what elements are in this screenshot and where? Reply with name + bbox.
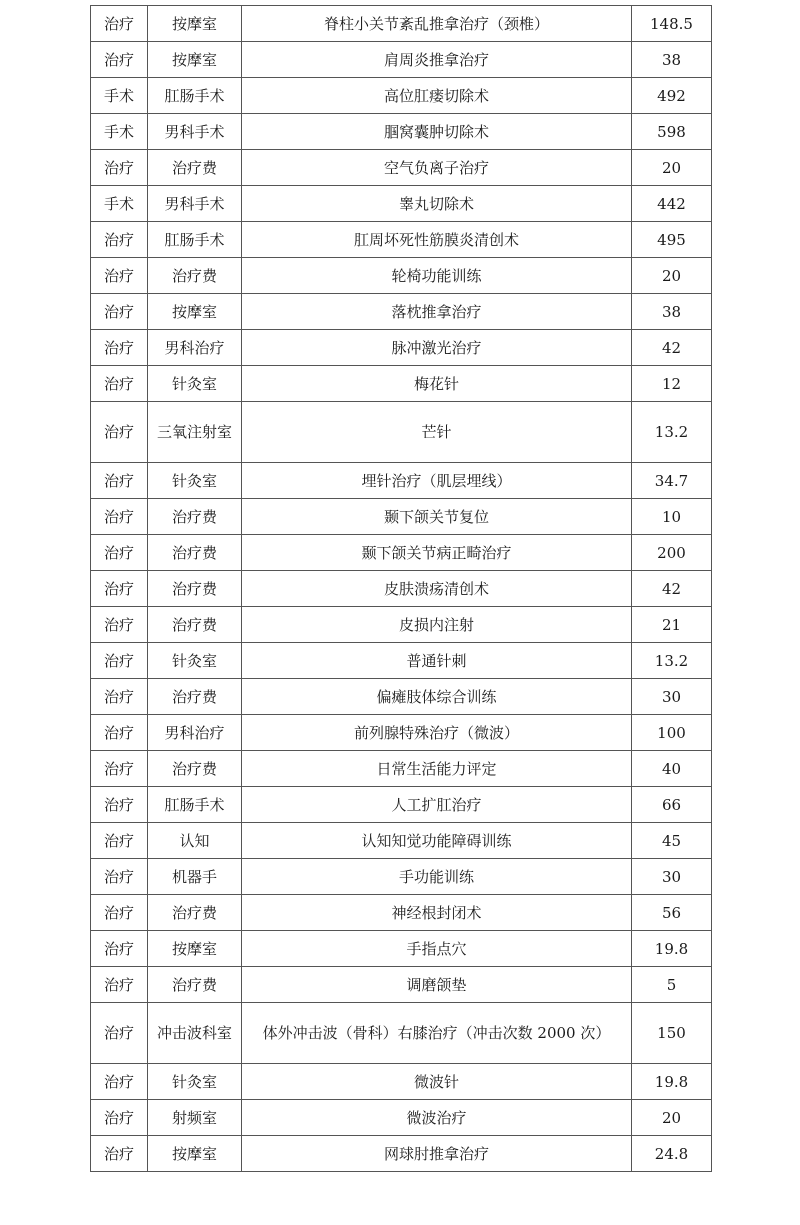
cell-type: 治疗 [91,859,148,895]
cell-item-name: 偏瘫肢体综合训练 [242,679,632,715]
cell-price: 442 [632,186,712,222]
cell-price: 20 [632,258,712,294]
cell-price: 24.8 [632,1136,712,1172]
cell-department: 男科治疗 [148,715,242,751]
cell-price: 38 [632,42,712,78]
cell-item-name: 肛周坏死性筋膜炎清创术 [242,222,632,258]
table-row [91,931,712,967]
cell-price: 13.2 [632,402,712,463]
table-row [91,1136,712,1172]
cell-department: 治疗费 [148,258,242,294]
cell-type: 治疗 [91,150,148,186]
table-row [91,294,712,330]
cell-department: 男科治疗 [148,330,242,366]
cell-type: 治疗 [91,643,148,679]
cell-department: 针灸室 [148,463,242,499]
cell-item-name: 高位肛瘘切除术 [242,78,632,114]
table-row [91,895,712,931]
cell-type: 治疗 [91,294,148,330]
cell-price: 20 [632,150,712,186]
cell-price: 10 [632,499,712,535]
cell-department: 按摩室 [148,931,242,967]
table-row [91,607,712,643]
cell-price: 42 [632,571,712,607]
table-row [91,258,712,294]
cell-department: 男科手术 [148,186,242,222]
cell-department: 治疗费 [148,571,242,607]
cell-price: 40 [632,751,712,787]
cell-department: 针灸室 [148,366,242,402]
cell-type: 治疗 [91,1100,148,1136]
cell-type: 治疗 [91,330,148,366]
table-row [91,330,712,366]
cell-item-name: 空气负离子治疗 [242,150,632,186]
table-row [91,787,712,823]
cell-type: 治疗 [91,463,148,499]
table-row [91,78,712,114]
cell-item-name: 颞下颌关节病正畸治疗 [242,535,632,571]
cell-item-name: 网球肘推拿治疗 [242,1136,632,1172]
cell-department: 按摩室 [148,42,242,78]
table-row [91,571,712,607]
cell-price: 56 [632,895,712,931]
cell-item-name: 芒针 [242,402,632,463]
cell-type: 治疗 [91,715,148,751]
cell-price: 19.8 [632,1064,712,1100]
cell-department: 肛肠手术 [148,222,242,258]
table-row [91,1064,712,1100]
cell-type: 治疗 [91,787,148,823]
table-row [91,114,712,150]
cell-price: 148.5 [632,6,712,42]
table-row [91,751,712,787]
cell-item-name: 落枕推拿治疗 [242,294,632,330]
cell-department: 肛肠手术 [148,78,242,114]
cell-type: 治疗 [91,222,148,258]
cell-department: 认知 [148,823,242,859]
cell-type: 治疗 [91,1136,148,1172]
cell-price: 34.7 [632,463,712,499]
cell-department: 治疗费 [148,535,242,571]
cell-department: 按摩室 [148,1136,242,1172]
cell-item-name: 日常生活能力评定 [242,751,632,787]
cell-item-name: 轮椅功能训练 [242,258,632,294]
cell-type: 治疗 [91,967,148,1003]
table-row [91,499,712,535]
cell-item-name: 普通针刺 [242,643,632,679]
cell-type: 治疗 [91,258,148,294]
cell-type: 治疗 [91,931,148,967]
table-row [91,967,712,1003]
table-row [91,463,712,499]
cell-department: 治疗费 [148,150,242,186]
cell-item-name: 肩周炎推拿治疗 [242,42,632,78]
cell-department: 针灸室 [148,1064,242,1100]
cell-type: 治疗 [91,535,148,571]
cell-type: 治疗 [91,6,148,42]
table-row [91,1100,712,1136]
cell-department: 治疗费 [148,607,242,643]
cell-item-name: 体外冲击波（骨科）右膝治疗（冲击次数 2000 次） [242,1003,632,1064]
cell-item-name: 颞下颌关节复位 [242,499,632,535]
cell-type: 治疗 [91,42,148,78]
cell-department: 治疗费 [148,895,242,931]
cell-price: 20 [632,1100,712,1136]
table-body [91,6,712,1172]
cell-item-name: 脊柱小关节紊乱推拿治疗（颈椎） [242,6,632,42]
table-row [91,222,712,258]
cell-item-name: 埋针治疗（肌层埋线） [242,463,632,499]
cell-price: 38 [632,294,712,330]
cell-department: 射频室 [148,1100,242,1136]
cell-department: 男科手术 [148,114,242,150]
cell-price: 30 [632,859,712,895]
cell-price: 598 [632,114,712,150]
cell-price: 30 [632,679,712,715]
table-row [91,150,712,186]
cell-price: 100 [632,715,712,751]
cell-price: 495 [632,222,712,258]
cell-item-name: 腘窝囊肿切除术 [242,114,632,150]
cell-department: 冲击波科室 [148,1003,242,1064]
cell-type: 治疗 [91,679,148,715]
cell-type: 治疗 [91,823,148,859]
cell-type: 治疗 [91,895,148,931]
cell-type: 治疗 [91,607,148,643]
cell-price: 5 [632,967,712,1003]
table-row [91,42,712,78]
cell-type: 手术 [91,78,148,114]
table-row [91,186,712,222]
cell-price: 492 [632,78,712,114]
cell-item-name: 皮肤溃疡清创术 [242,571,632,607]
table-row [91,402,712,463]
table-row [91,679,712,715]
cell-item-name: 手功能训练 [242,859,632,895]
cell-department: 按摩室 [148,294,242,330]
cell-price: 21 [632,607,712,643]
cell-item-name: 调磨颌垫 [242,967,632,1003]
cell-department: 治疗费 [148,499,242,535]
cell-type: 治疗 [91,571,148,607]
cell-item-name: 手指点穴 [242,931,632,967]
table-row [91,715,712,751]
table-row [91,366,712,402]
cell-price: 12 [632,366,712,402]
cell-type: 治疗 [91,402,148,463]
cell-type: 治疗 [91,1064,148,1100]
cell-department: 治疗费 [148,967,242,1003]
cell-price: 42 [632,330,712,366]
table-row [91,859,712,895]
cell-type: 治疗 [91,499,148,535]
cell-item-name: 人工扩肛治疗 [242,787,632,823]
cell-type: 手术 [91,114,148,150]
cell-type: 治疗 [91,1003,148,1064]
table-row [91,823,712,859]
table-row [91,6,712,42]
cell-price: 150 [632,1003,712,1064]
table-row [91,643,712,679]
cell-type: 治疗 [91,366,148,402]
cell-type: 治疗 [91,751,148,787]
cell-department: 针灸室 [148,643,242,679]
table-row [91,535,712,571]
cell-item-name: 微波针 [242,1064,632,1100]
price-table [90,5,712,1172]
cell-item-name: 认知知觉功能障碍训练 [242,823,632,859]
cell-department: 三氧注射室 [148,402,242,463]
cell-department: 治疗费 [148,679,242,715]
cell-type: 手术 [91,186,148,222]
cell-department: 机器手 [148,859,242,895]
cell-price: 200 [632,535,712,571]
cell-item-name: 脉冲激光治疗 [242,330,632,366]
cell-item-name: 神经根封闭术 [242,895,632,931]
cell-department: 肛肠手术 [148,787,242,823]
cell-price: 19.8 [632,931,712,967]
cell-item-name: 前列腺特殊治疗（微波） [242,715,632,751]
cell-item-name: 睾丸切除术 [242,186,632,222]
cell-price: 66 [632,787,712,823]
cell-price: 45 [632,823,712,859]
cell-item-name: 皮损内注射 [242,607,632,643]
cell-price: 13.2 [632,643,712,679]
table-row [91,1003,712,1064]
cell-item-name: 梅花针 [242,366,632,402]
cell-department: 按摩室 [148,6,242,42]
cell-item-name: 微波治疗 [242,1100,632,1136]
cell-department: 治疗费 [148,751,242,787]
